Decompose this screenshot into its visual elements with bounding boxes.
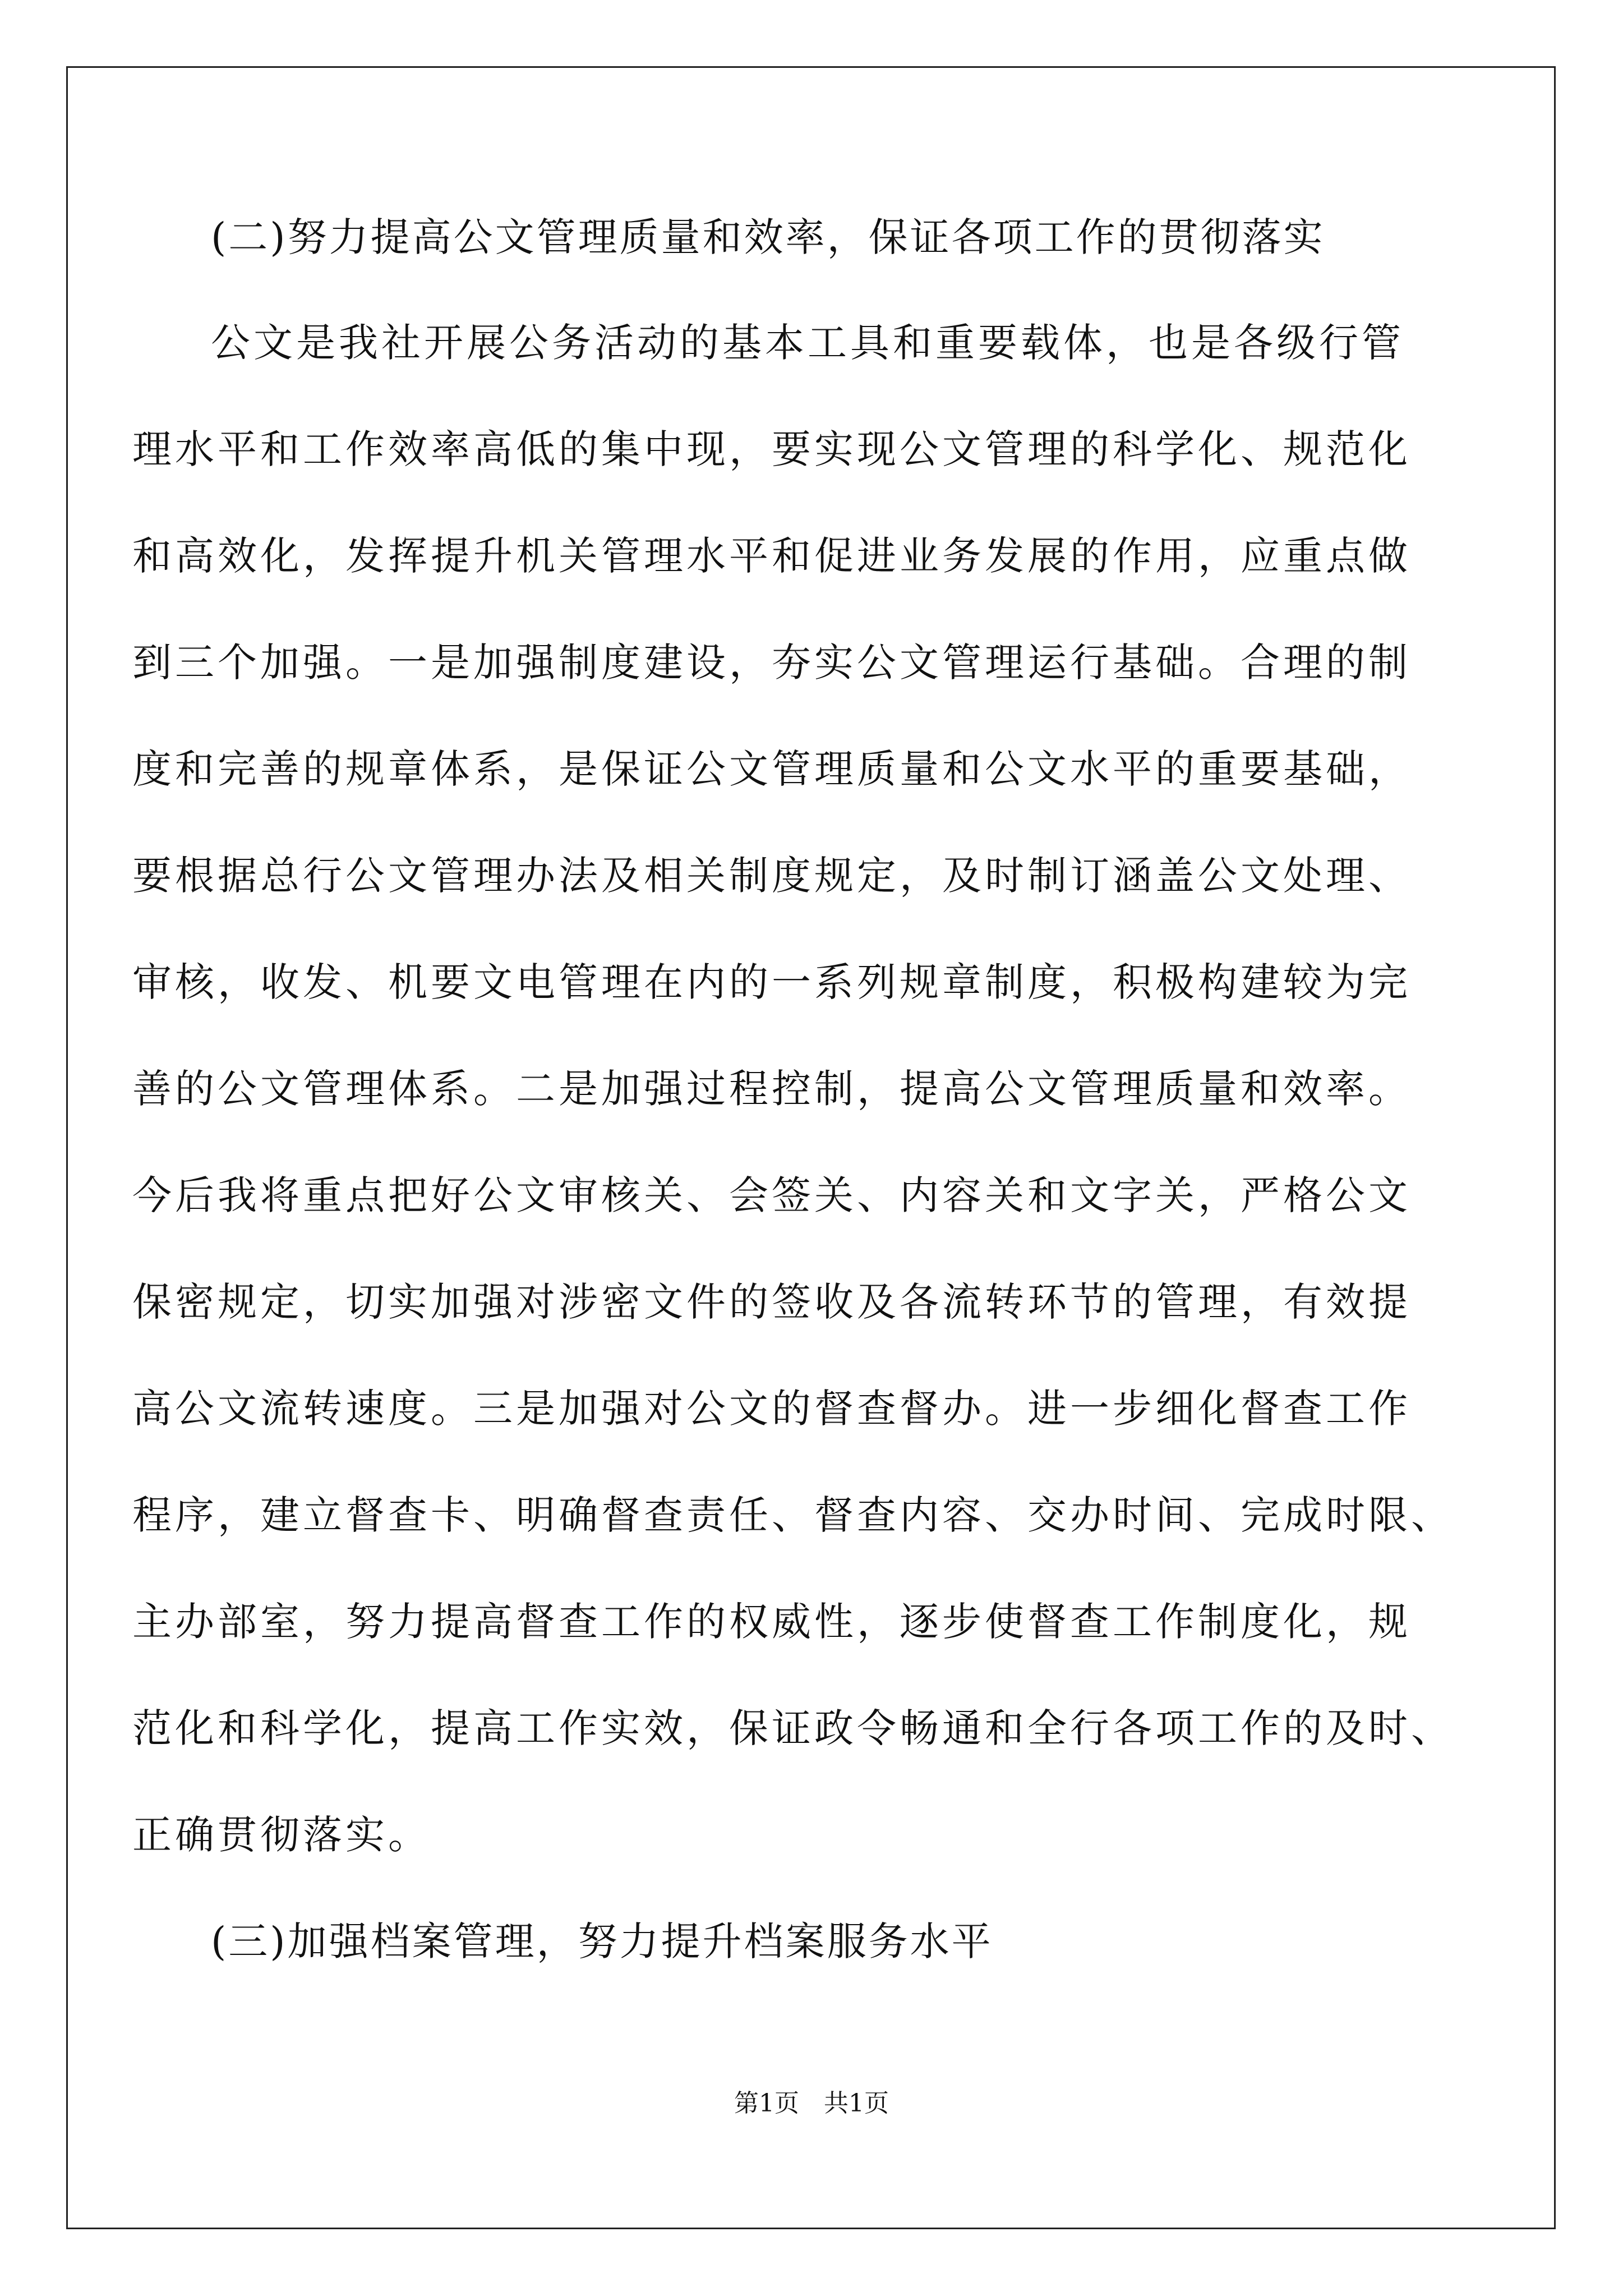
paragraph-line: 要根据总行公文管理办法及相关制度规定，及时制订涵盖公文处理、 (132, 853, 1411, 899)
paragraph-line: 审核，收发、机要文电管理在内的一系列规章制度，积极构建较为完 (132, 959, 1411, 1005)
paragraph-line: 今后我将重点把好公文审核关、会签关、内容关和文字关，严格公文 (132, 1172, 1411, 1218)
paragraph-line: 主办部室，努力提高督查工作的权威性，逐步使督查工作制度化，规 (132, 1599, 1411, 1645)
paragraph-line: 保密规定，切实加强对涉密文件的签收及各流转环节的管理，有效提 (132, 1279, 1411, 1325)
paragraph-line: 范化和科学化，提高工作实效，保证政令畅通和全行各项工作的及时、 (132, 1705, 1454, 1751)
paragraph-line: 公文是我社开展公务活动的基本工具和重要载体，也是各级行管 (211, 320, 1404, 366)
section-heading-3: (三)加强档案管理，努力提升档案服务水平 (211, 1918, 993, 1964)
paragraph-line: 正确贯彻落实。 (132, 1812, 431, 1858)
page-number: 第1页 共1页 (734, 2089, 889, 2118)
paragraph-line: 善的公文管理体系。二是加强过程控制，提高公文管理质量和效率。 (132, 1066, 1411, 1112)
paragraph-line: 和高效化，发挥提升机关管理水平和促进业务发展的作用，应重点做 (132, 533, 1411, 579)
paragraph-line: 程序，建立督查卡、明确督查责任、督查内容、交办时间、完成时限、 (132, 1492, 1454, 1538)
document-body (132, 210, 1490, 1968)
paragraph-line: 高公文流转速度。三是加强对公文的督查督办。进一步细化督查工作 (132, 1386, 1411, 1432)
paragraph-line: 到三个加强。一是加强制度建设，夯实公文管理运行基础。合理的制 (132, 639, 1411, 685)
section-heading-2: (二)努力提高公文管理质量和效率，保证各项工作的贯彻落实 (211, 214, 1325, 260)
paragraph-line: 理水平和工作效率高低的集中现，要实现公文管理的科学化、规范化 (132, 426, 1411, 472)
paragraph-line: 度和完善的规章体系，是保证公文管理质量和公文水平的重要基础， (132, 746, 1411, 792)
paragraph (132, 316, 1490, 1862)
